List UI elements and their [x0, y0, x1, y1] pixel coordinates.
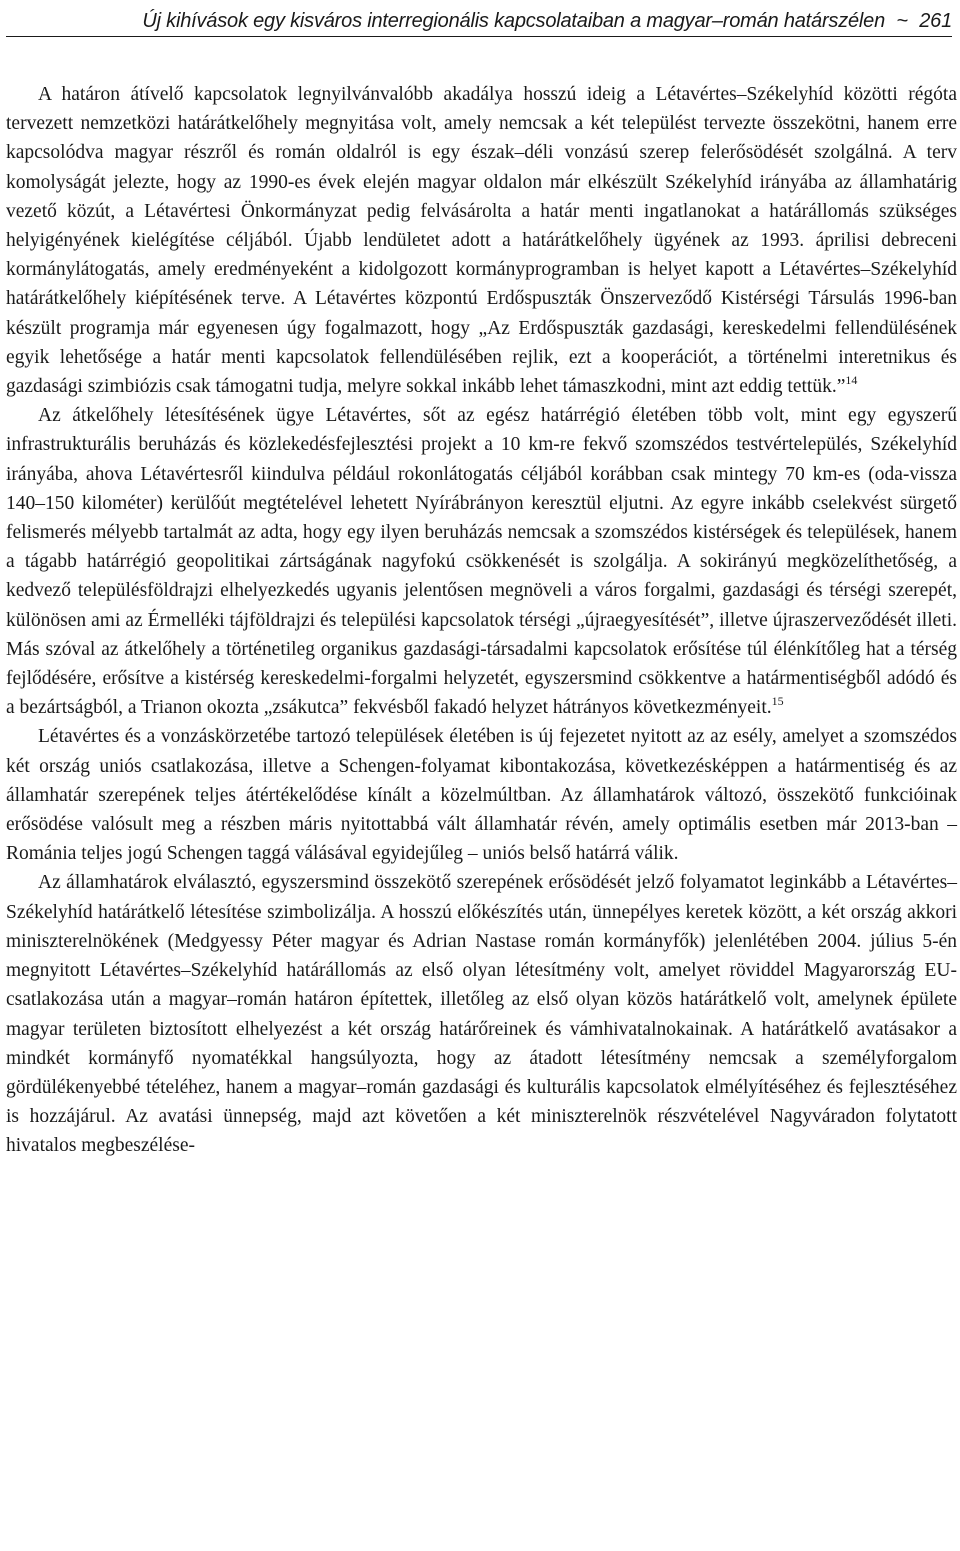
body-text — [6, 80, 957, 1161]
paragraph-text: Létavértes és a vonzáskörzetébe tartozó települések életében is új fejezetet nyitott az az esély, amelyet a szomszédos két ország uniós csatlakozása, illetve a Schengen-folyamat kibontakozása, következésképpen a határmentiség és az államhatár szerepének teljes átértékelődése kínált a közelmúltban. Az államhatárok változó, összekötő funkcióinak erősödése valósult meg a részben máris nyitottabbá vált államhatár révén, amely optimális esetben már 2013-ban – Románia teljes jogú Schengen taggá válásával egyidejűleg – uniós belső határrá válik. — [6, 726, 957, 865]
paragraph — [6, 401, 957, 722]
running-header — [6, 6, 952, 37]
paragraph — [6, 722, 957, 868]
footnote-ref[interactable]: 14 — [845, 373, 858, 388]
footnote-ref[interactable]: 15 — [771, 694, 784, 709]
paragraph — [6, 80, 957, 401]
paragraph-text: Az átkelőhely létesítésének ügye Létavértes, sőt az egész határrégió életében több volt, mint egy egyszerű infrastrukturális beruházás és közlekedésfejlesztési projekt a 10 km-re fekvő szomszédos testvértelepülés, Székelyhíd irányába, ahova Létavértesről kiindulva például rokonlátogatás céljából korábban csak mintegy 70 km-es (oda-vissza 140–150 kilométer) kerülőút megtételével lehetett Nyírábrányon keresztül eljutni. Az egyre inkább cselekvést sürgető felismerés mélyebb tartalmát az adta, hogy egy ilyen beruházás nemcsak a szomszédos kistérségek és települések, hanem a tágabb határrégió geopolitikai zártságának nagyfokú csökkenését is szolgálja. A sokirányú megközelíthetőség, a kedvező településföldrajzi elhelyezkedés ugyanis jelentősen megnöveli a város forgalmi, gazdasági és térségi szerepét, különösen ami az Érmelléki tájföldrajzi és települési kapcsolatok térségi „újraegyesítését”, illetve újraszerveződését illeti. Más szóval az átkelőhely a történetileg organikus gazdasági-társadalmi kapcsolatok erősítése túl élénkítőleg hat a térség fejlődésére, erősítve a kistérség kereskedelmi-forgalmi helyzetét, egyszersmind csökkentve a határmentiségből adódó és a bezártságból, a Trianon okozta „zsákutca” fekvésből fakadó helyzet hátrányos következményeit. — [6, 405, 957, 719]
paragraph-text: A határon átívelő kapcsolatok legnyilvánvalóbb akadálya hosszú ideig a Létavértes–Székelyhíd közötti régóta tervezett nemzetközi határátkelőhely megnyitása volt, amely nemcsak a két települést tervezte összekötni, hanem erre kapcsolódva magyar részről és román oldalról is egy észak–déli vonzású szerep felerősödését szolgálná. A terv komolyságát jelezte, hogy az 1990-es évek elején magyar oldalon már elkészült Székelyhíd irányába az államhatárig vezető közút, a Létavértesi Önkormányzat pedig felvásárolta a határ menti ingatlanokat a határállomás szükséges helyigényének kielégítése céljából. Újabb lendületet adott a határátkelőhely ügyének az 1993. áprilisi debreceni kormánylátogatás, amely eredményeként a kidolgozott kormányprogramban is helyet kapott a Létavértes–Székelyhíd határátkelőhely kiépítésének terve. A Létavértes központú Erdőspuszták Önszerveződő Kistérségi Társulás 1996-ban készült programja már egyenesen úgy fogalmazott, hogy „Az Erdőspuszták gazdasági, kereskedelmi fellendülésének egyik lehetősége a határ menti kapcsolatok fellendülésében rejlik, ezt a kooperációt, a történelmi interetnikus és gazdasági szimbiózis csak támogatni tudja, melyre sokkal inkább lehet támaszkodni, mint azt eddig tettük.” — [6, 84, 957, 398]
paragraph — [6, 868, 957, 1160]
page-number: 261 — [919, 10, 952, 32]
header-separator: ~ — [896, 10, 908, 32]
paragraph-text: Az államhatárok elválasztó, egyszersmind összekötő szerepének erősödését jelző folyamatot leginkább a Létavértes–Székelyhíd határátkelő létesítése szimbolizálja. A hosszú előkészítés után, ünnepélyes keretek között, a két ország akkori miniszterelnökének (Medgyessy Péter magyar és Adrian Nastase román kormányfők) jelenlétében 2004. július 5-én megnyitott Létavértes–Székelyhíd határállomás az első olyan létesítmény volt, amelyet röviddel Magyarország EU-csatlakozása után a magyar–román határon építettek, illetőleg az első olyan közös határátkelő volt, amelynek épülete magyar területen biztosított elhelyezést a két ország határőreinek és vámhivatalnokainak. A határátkelő avatásakor a mindkét kormányfő nyomatékkal hangsúlyozta, hogy az átadott létesítmény nemcsak a személyforgalom gördülékenyebbé tételéhez, hanem a magyar–román gazdasági és kulturális kapcsolatok elmélyítéséhez és fejlesztéséhez is hozzájárul. Az avatási ünnepség, majd azt követően a két miniszterelnök részvételével Nagyváradon folytatott hivatalos megbeszélése- — [6, 872, 957, 1157]
running-title: Új kihívások egy kisváros interregionális kapcsolataiban a magyar–román határszélen — [142, 10, 886, 32]
